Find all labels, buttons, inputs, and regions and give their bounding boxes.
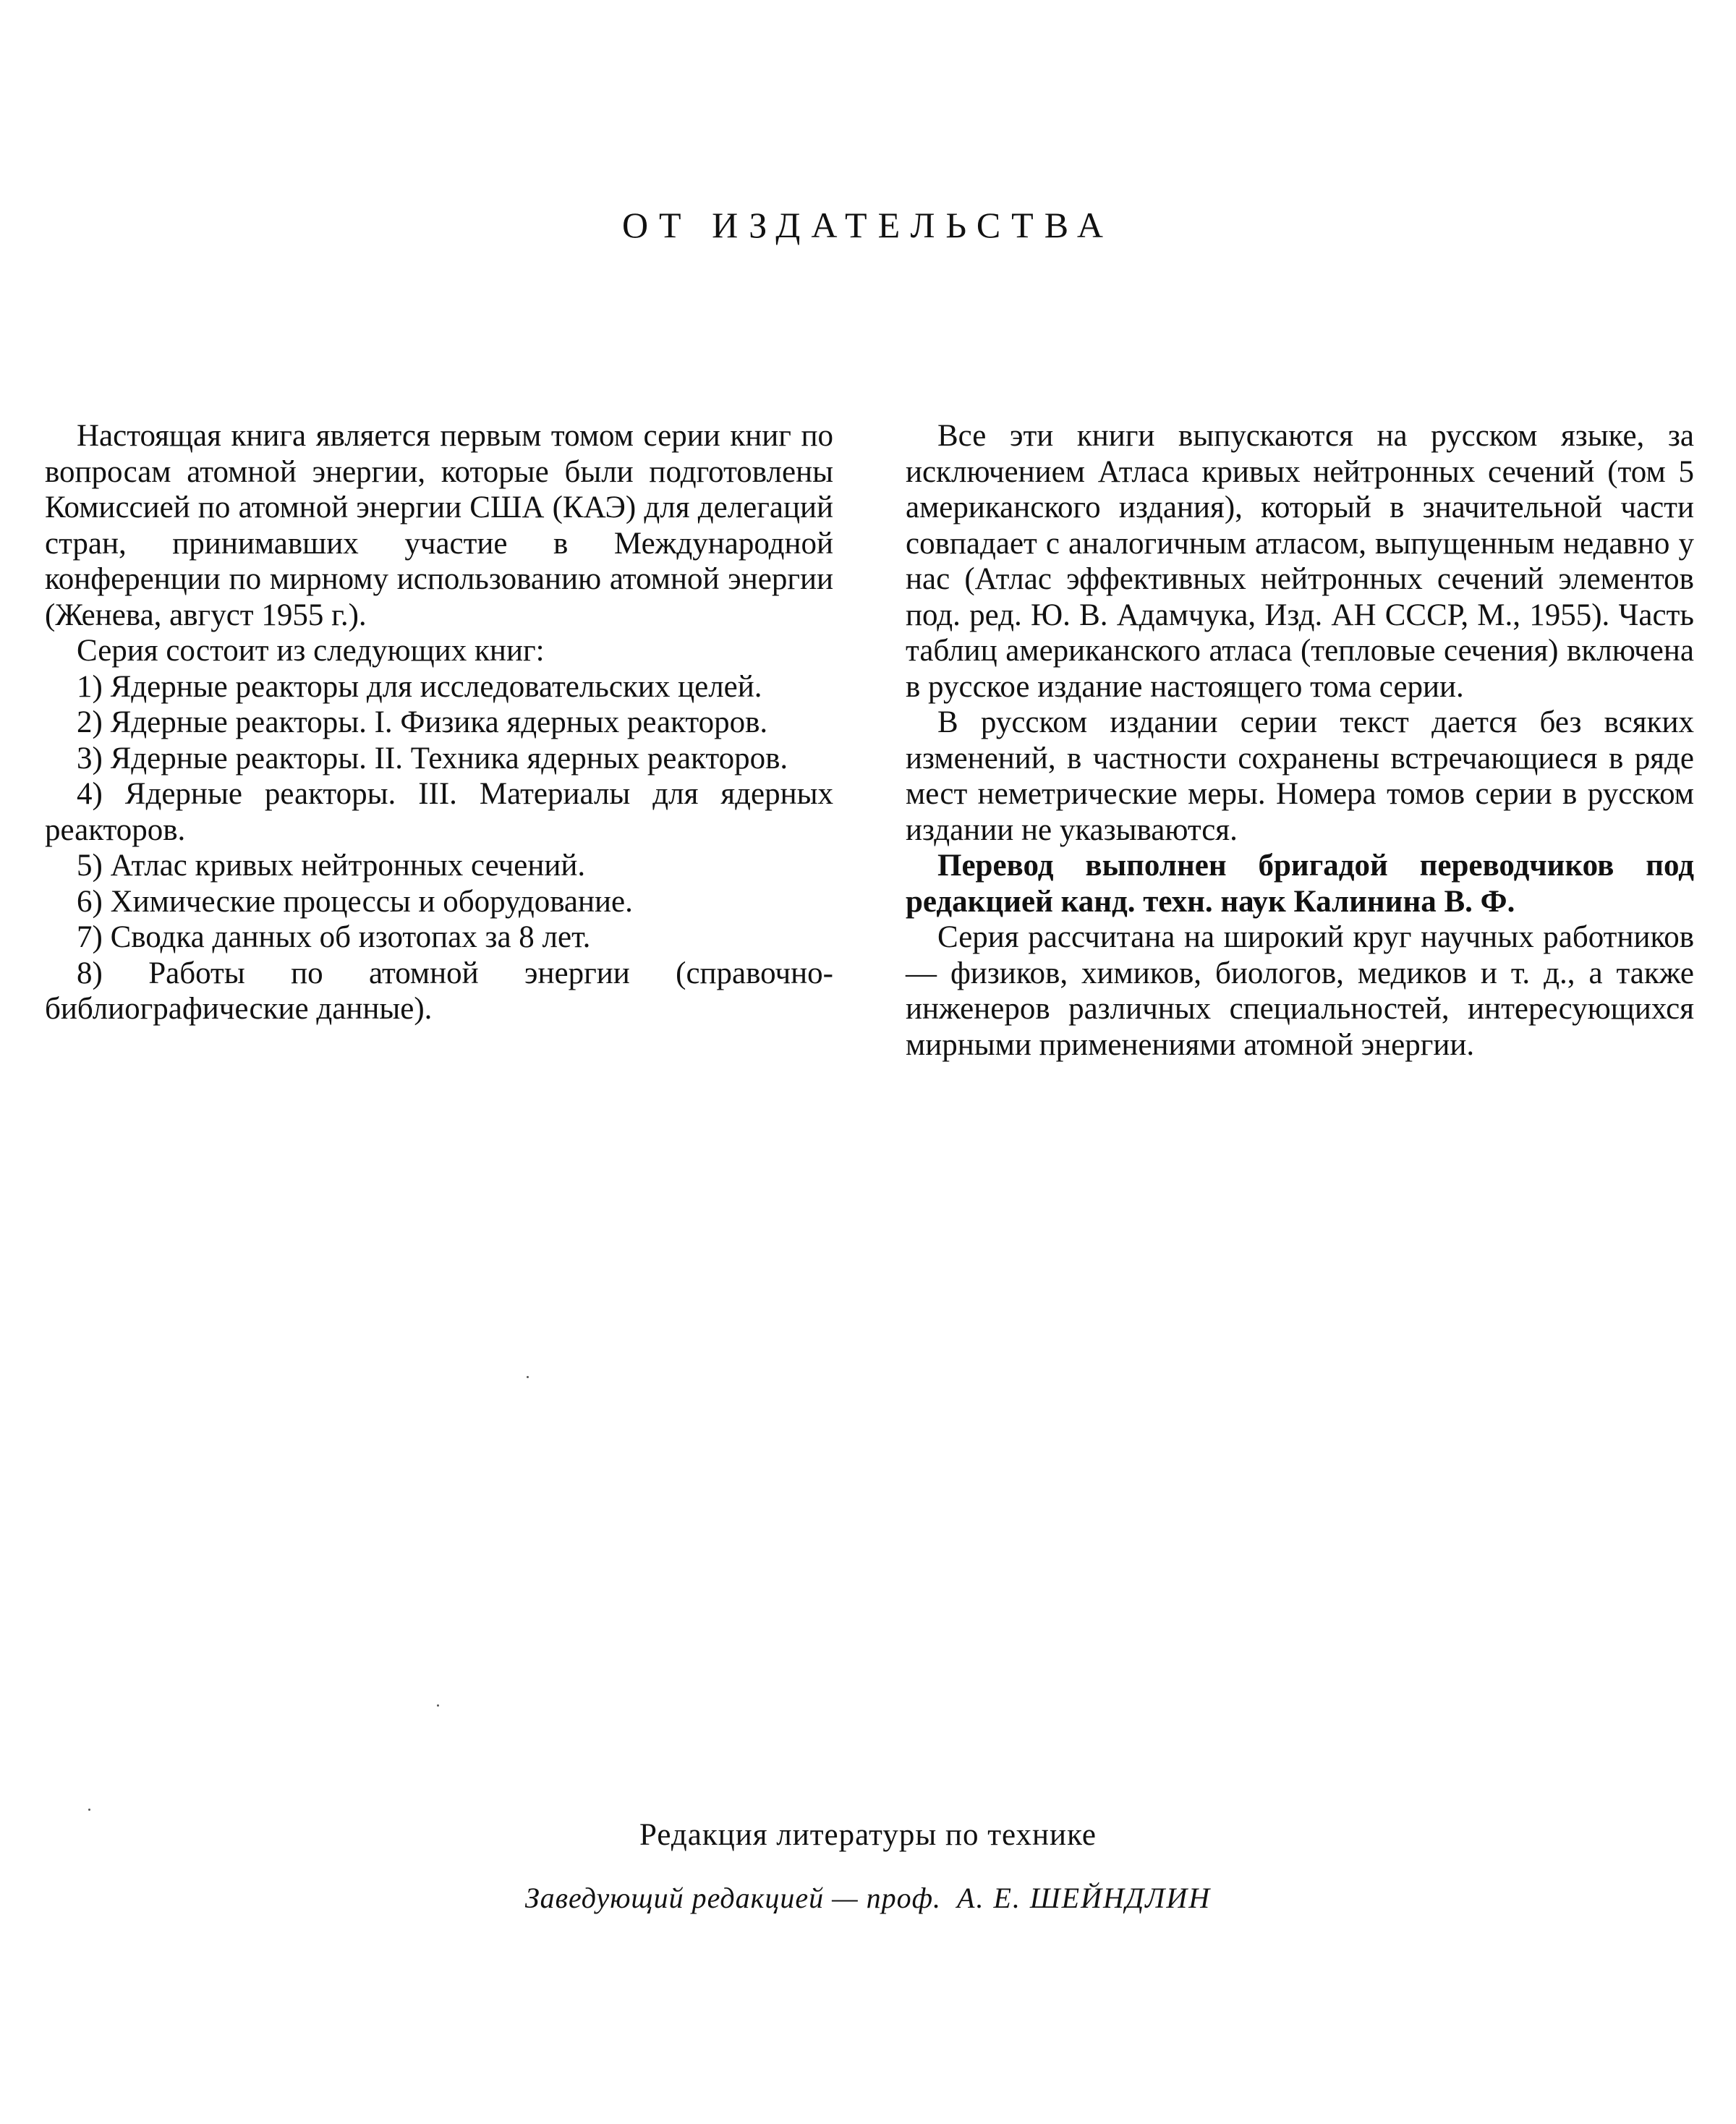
book-list-item-7: 7) Сводка данных об изотопах за 8 лет. [77, 920, 591, 954]
editorial-department: Редакция литературы по технике [639, 1818, 1097, 1852]
editorial-head-title: Заведующий редакцией — проф. [524, 1882, 942, 1914]
book-list-item-4: 4) Ядерные реакторы. III. Материалы для ядерных реакторов. [45, 777, 833, 847]
translators-paragraph: Перевод выполнен бригадой переводчиков под редакцией канд. техн. наук Калинина В. Ф. [906, 849, 1694, 919]
right-column [906, 418, 1694, 1063]
book-list-item-8: 8) Работы по атомной энергии (справочно-библиографические данные). [45, 956, 833, 1026]
book-list-item-3: 3) Ядерные реакторы. II. Техника ядерных реакторов. [77, 741, 788, 776]
series-lead-paragraph: Серия состоит из следующих книг: [77, 634, 545, 668]
scan-speck [437, 1704, 439, 1707]
book-list-item-2: 2) Ядерные реакторы. I. Физика ядерных реакторов. [77, 705, 768, 739]
left-column [45, 418, 833, 1027]
intro-paragraph: Настоящая книга является первым томом серии книг по вопросам атомной энергии, которые были подготовлены Комиссией по атомной энергии США (КАЭ) для делегаций стран, принимавших участие в Международной конференции по мирному использованию атомной энергии (Женева, август 1955 г.). [45, 419, 833, 632]
scan-speck [527, 1376, 529, 1378]
book-list-item-6: 6) Химические процессы и оборудование. [77, 884, 633, 919]
scan-speck [88, 1809, 90, 1811]
audience-paragraph: Серия рассчитана на широкий круг научных работников — физиков, химиков, биологов, медиков и т. д., а также инженеров различных специальностей, интересующихся мирными применениями атомной энергии. [906, 920, 1694, 1062]
edition-note-paragraph: В русском издании серии текст дается без всяких изменений, в частности сохранены встречающиеся в ряде мест неметрические меры. Номера томов серии в русском издании не указываются. [906, 705, 1694, 847]
book-list-item-1: 1) Ядерные реакторы для исследовательских целей. [77, 669, 762, 704]
book-list-item-5: 5) Атлас кривых нейтронных сечений. [77, 849, 586, 883]
editorial-head-line [0, 1881, 1736, 1915]
page-heading: ОТ ИЗДАТЕЛЬСТВА [621, 205, 1115, 245]
editorial-head-name: А. Е. ШЕЙНДЛИН [957, 1882, 1212, 1914]
translation-note-paragraph: Все эти книги выпускаются на русском языке, за исключением Атласа кривых нейтронных сечений (том 5 американского издания), который в значительной части совпадает с аналогичным атласом, выпущенным недавно у нас (Атлас эффективных нейтронных сечений элементов под. ред. Ю. В. Адамчука, Изд. АН СССР, М., 1955). Часть таблиц американского атласа (тепловые сечения) включена в русское издание настоящего тома серии. [906, 419, 1694, 704]
